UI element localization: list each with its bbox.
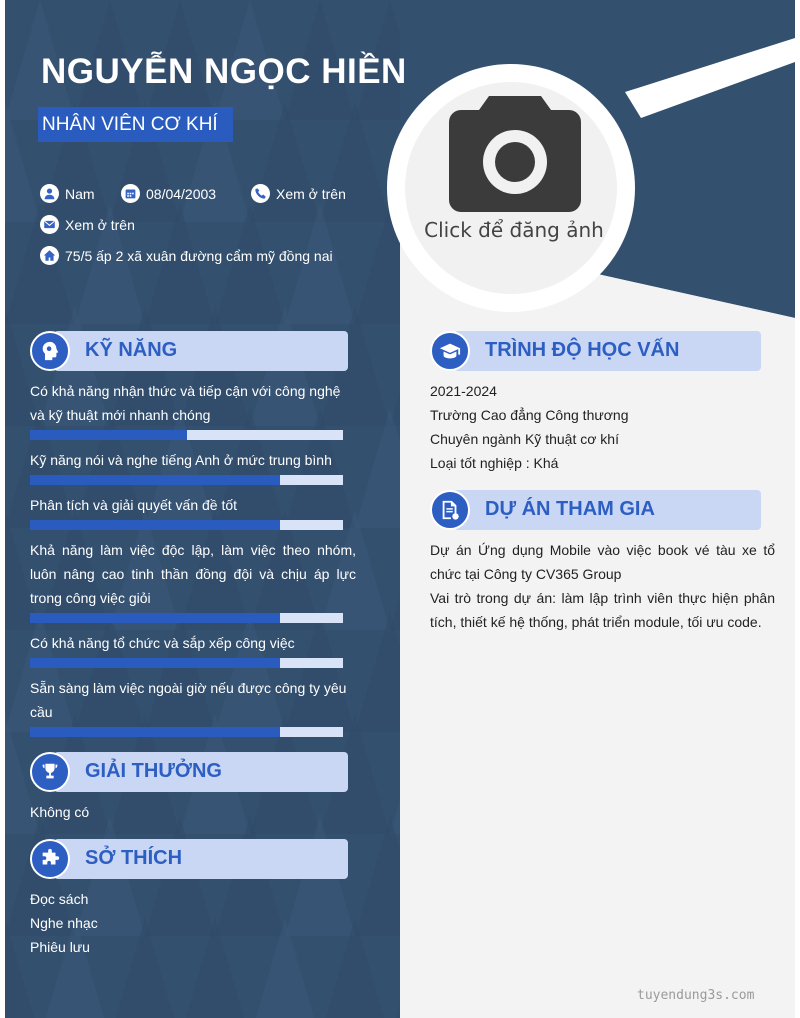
- hobbies-title: SỞ THÍCH: [85, 847, 183, 869]
- calendar-icon: [121, 184, 140, 203]
- upload-photo-label[interactable]: Click để đăng ảnh: [424, 218, 604, 242]
- email-icon: [40, 215, 59, 234]
- education-major: Chuyên ngành Kỹ thuật cơ khí: [430, 431, 619, 447]
- birthday-row: [121, 184, 216, 203]
- awards-title: GIẢI THƯỞNG: [85, 760, 222, 782]
- birthday-value: 08/04/2003: [146, 185, 217, 202]
- skill-level-bar: [30, 727, 343, 737]
- user-icon: [40, 184, 59, 203]
- projects-title: DỰ ÁN THAM GIA: [485, 498, 655, 520]
- address-value: 75/5 ấp 2 xã xuân đường cẩm mỹ đồng nai: [65, 247, 333, 264]
- hobby-item: Nghe nhạc: [30, 915, 98, 931]
- graduation-cap-icon: [430, 331, 470, 371]
- skills-header: [30, 331, 348, 371]
- head-gear-icon: [30, 331, 70, 371]
- puzzle-icon: [30, 839, 70, 879]
- hobbies-header: [30, 839, 348, 879]
- address-row: [40, 246, 333, 265]
- gender-value: Nam: [65, 185, 95, 202]
- education-header: [430, 331, 762, 371]
- projects-header: [430, 490, 762, 530]
- education-grade: Loại tốt nghiệp : Khá: [430, 455, 559, 471]
- skill-level-fill: [30, 613, 280, 623]
- job-title: NHÂN VIÊN CƠ KHÍ: [38, 107, 233, 142]
- skill-label: Phân tích và giải quyết vấn đề tốt: [30, 497, 238, 513]
- project-description: Dự án Ứng dụng Mobile vào việc book vé tàu xe tổ chức tại Công ty CV365 Group: [430, 542, 775, 582]
- hobby-item: Phiêu lưu: [30, 939, 90, 955]
- document-icon: [430, 490, 470, 530]
- watermark: tuyendung3s.com: [637, 988, 755, 1003]
- home-icon: [40, 246, 59, 265]
- education-title: TRÌNH ĐỘ HỌC VẤN: [485, 339, 680, 361]
- phone-value: Xem ở trên: [276, 185, 346, 202]
- skill-level-bar: [30, 520, 343, 530]
- camera-icon[interactable]: [449, 96, 581, 212]
- skill-label: Sẵn sàng làm việc ngoài giờ nếu được công ty yêu cầu: [30, 680, 347, 720]
- hobby-item: Đọc sách: [30, 891, 89, 907]
- skill-label: Khả năng làm việc độc lập, làm việc theo nhóm, luôn nâng cao tinh thần đồng đội và chịu áp lực trong công việc giỏi: [30, 542, 356, 606]
- trophy-icon: [30, 752, 70, 792]
- skill-level-fill: [30, 520, 280, 530]
- skill-level-bar: [30, 658, 343, 668]
- candidate-name: NGUYỄN NGỌC HIỀN: [41, 52, 407, 91]
- skill-level-fill: [30, 658, 280, 668]
- awards-header: [30, 752, 348, 792]
- education-school: Trường Cao đẳng Công thương: [430, 407, 629, 423]
- phone-icon: [251, 184, 270, 203]
- skill-label: Kỹ năng nói và nghe tiếng Anh ở mức trung bình: [30, 452, 332, 468]
- cv-page: [5, 0, 795, 1018]
- skill-level-bar: [30, 430, 343, 440]
- email-row: [40, 215, 135, 234]
- email-value: Xem ở trên: [65, 216, 135, 233]
- skill-label: Có khả năng nhận thức và tiếp cận với công nghệ và kỹ thuật mới nhanh chóng: [30, 383, 341, 423]
- skill-level-fill: [30, 430, 187, 440]
- awards-text: Không có: [30, 804, 90, 820]
- project-role: Vai trò trong dự án: làm lập trình viên thực hiện phân tích, thiết kế hệ thống, phát triển module, tối ưu code.: [430, 590, 775, 630]
- phone-row: [251, 184, 346, 203]
- education-period: 2021-2024: [430, 383, 497, 399]
- gender-row: [40, 184, 95, 203]
- skill-level-fill: [30, 727, 280, 737]
- skill-level-bar: [30, 475, 343, 485]
- skill-level-bar: [30, 613, 343, 623]
- skills-title: KỸ NĂNG: [85, 339, 178, 361]
- skill-label: Có khả năng tổ chức và sắp xếp công việc: [30, 635, 295, 651]
- skill-level-fill: [30, 475, 280, 485]
